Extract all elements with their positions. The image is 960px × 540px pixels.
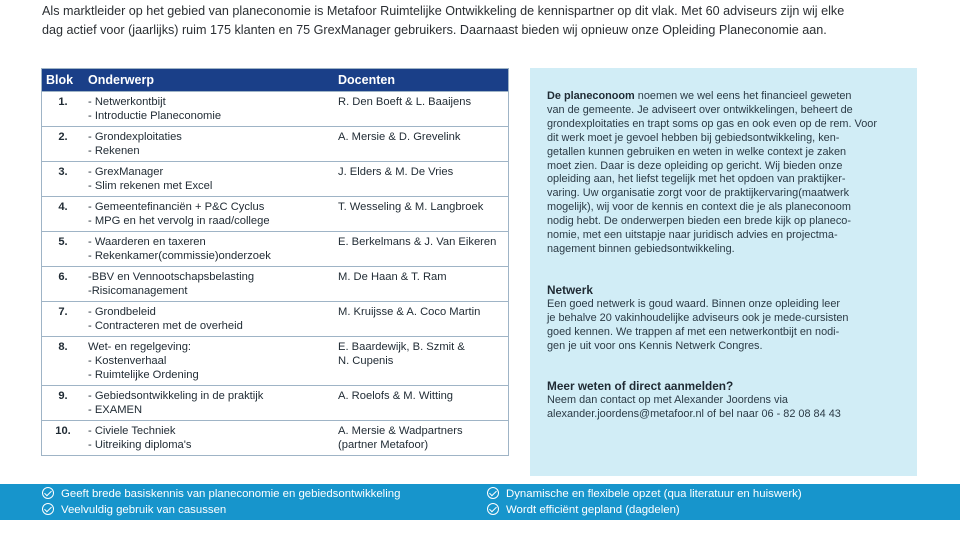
cell-onderwerp [84,91,334,126]
onderwerp-line: - Grondbeleid [88,305,156,318]
features-banner [0,484,960,520]
table-row [42,91,508,126]
check-circle-icon [42,487,54,499]
table-row [42,336,508,385]
meer-weten-line: Neem dan contact op met Alexander Joordens via [547,394,788,407]
planeconoom-line: grondexploitaties en trapt soms op gas en ook even op de rem. Voor [547,117,877,130]
onderwerp-line: - Gebiedsontwikkeling in de praktijk [88,389,264,402]
cell-docenten [334,301,508,336]
planeconoom-line: nagement binnen gebiedsontwikkeling. [547,242,735,255]
table-row [42,420,508,455]
table-row [42,231,508,266]
onderwerp-line: - Rekenen [88,144,140,157]
docent-line: E. Berkelmans & J. Van Eikeren [338,235,497,248]
onderwerp-line: - Uitreiking diploma's [88,438,192,451]
cell-docenten [334,420,508,455]
feature-text: Geeft brede basiskennis van planeconomie en gebiedsontwikkeling [61,488,401,500]
docent-line: A. Mersie & D. Grevelink [338,130,461,143]
cell-blok: 4. [58,200,68,213]
meer-weten-title: Meer weten of direct aanmelden? [547,379,734,394]
onderwerp-line: - GrexManager [88,165,164,178]
cell-docenten [334,161,508,196]
feature-item [487,503,680,518]
onderwerp-line: - Grondexploitaties [88,130,182,143]
planeconoom-lead: De planeconoom [547,90,635,102]
netwerk-line: je behalve 20 vakinhoudelijke adviseurs ook je mede-cursisten [547,311,849,324]
header-onderwerp: Onderwerp [88,72,154,87]
cell-onderwerp [84,385,334,420]
netwerk-line: gen je uit voor ons Kennis Netwerk Congres. [547,339,763,352]
table-body [42,91,508,455]
feature-item [42,487,400,502]
cell-docenten [334,336,508,385]
intro-text [42,2,922,40]
cell-blok: 6. [58,270,68,283]
planeconoom-line: nomie, met een uitstapje naar juridisch advies en projectma- [547,229,838,242]
cell-onderwerp [84,301,334,336]
onderwerp-line: - Introductie Planeconomie [88,109,222,122]
onderwerp-line: - Slim rekenen met Excel [88,179,213,192]
table-row [42,196,508,231]
intro-line: dag actief voor (jaarlijks) ruim 175 klanten en 75 GrexManager gebruikers. Daarnaast bieden wij opnieuw onze Opleiding Planeconomie aan. [42,23,827,37]
onderwerp-line: Wet- en regelgeving: [88,340,192,353]
onderwerp-line: - Gemeentefinanciën + P&C Cyclus [88,200,265,213]
cell-blok: 1. [58,95,68,108]
docent-line: N. Cupenis [338,354,394,367]
cell-onderwerp [84,420,334,455]
meer-weten-section [547,380,899,422]
cell-blok: 2. [58,130,68,143]
onderwerp-line: -Risicomanagement [88,284,188,297]
header-docenten: Docenten [338,72,395,87]
feature-text: Dynamische en flexibele opzet (qua literatuur en huiswerk) [506,488,802,500]
feature-item [487,487,802,502]
onderwerp-line: - Ruimtelijke Ordening [88,368,199,381]
onderwerp-line: - Netwerkontbijt [88,95,166,108]
cell-onderwerp [84,161,334,196]
cell-onderwerp [84,126,334,161]
onderwerp-line: - Rekenkamer(commissie)onderzoek [88,249,271,262]
feature-item [42,503,226,518]
cell-blok: 3. [58,165,68,178]
table-row [42,385,508,420]
intro-line: Als marktleider op het gebied van planeconomie is Metafoor Ruimtelijke Ontwikkeling de kennispartner op dit vlak. Met 60 adviseurs zijn wij elke [42,4,845,18]
onderwerp-line: - Civiele Techniek [88,424,176,437]
onderwerp-line: - EXAMEN [88,403,143,416]
planeconoom-line: getallen kunnen gebruiken en weten in welke context je zaken [547,145,847,158]
header-blok: Blok [46,72,74,87]
docent-line: T. Wesseling & M. Langbroek [338,200,484,213]
docent-line: M. Kruijsse & A. Coco Martin [338,305,481,318]
cell-blok: 9. [58,389,68,402]
schedule-table [41,68,509,456]
docent-line: J. Elders & M. De Vries [338,165,454,178]
cell-onderwerp [84,266,334,301]
cell-blok: 7. [58,305,68,318]
docent-line: E. Baardewijk, B. Szmit & [338,340,465,353]
cell-docenten [334,126,508,161]
docent-line: R. Den Boeft & L. Baaijens [338,95,472,108]
planeconoom-line: dit werk moet je gevoel hebben bij gebiedsontwikkeling, ken- [547,131,840,144]
cell-blok: 8. [58,340,68,353]
planeconoom-line: opleiding aan, het liefst tegelijk met het opdoen van praktijker- [547,173,846,186]
cell-onderwerp [84,196,334,231]
feature-text: Wordt efficiënt gepland (dagdelen) [506,504,680,516]
docent-line: M. De Haan & T. Ram [338,270,447,283]
cell-onderwerp [84,231,334,266]
cell-docenten [334,91,508,126]
table-row [42,266,508,301]
table-row [42,301,508,336]
netwerk-line: Een goed netwerk is goud waard. Binnen onze opleiding leer [547,297,841,310]
cell-docenten [334,196,508,231]
feature-text: Veelvuldig gebruik van casussen [61,504,227,516]
cell-onderwerp [84,336,334,385]
planeconoom-line: mogelijk), wij voor de kennis en context die je als planeconoom [547,201,851,214]
planeconoom-line: varing. Uw organisatie zorgt voor de praktijkervaring(maatwerk [547,187,850,200]
netwerk-line: goed kennen. We trappen af met een netwerkontbijt en nodi- [547,325,840,338]
netwerk-section [547,284,899,354]
netwerk-title: Netwerk [547,282,593,297]
cell-docenten [334,231,508,266]
planeconoom-line: van de gemeente. Je adviseert over ontwikkelingen, beheert de [547,103,853,116]
info-panel [530,68,917,476]
onderwerp-line: - MPG en het vervolg in raad/college [88,214,270,227]
cell-blok: 10. [55,424,71,437]
onderwerp-line: -BBV en Vennootschapsbelasting [88,270,255,283]
planeconoom-paragraph [547,90,899,257]
onderwerp-line: - Waarderen en taxeren [88,235,206,248]
cell-blok: 5. [58,235,68,248]
planeconoom-line: noemen we wel eens het financieel geweten [634,90,852,102]
onderwerp-line: - Contracteren met de overheid [88,319,243,332]
docent-line: A. Mersie & Wadpartners [338,424,463,437]
onderwerp-line: - Kostenverhaal [88,354,167,367]
meer-weten-line: alexander.joordens@metafoor.nl of bel naar 06 - 82 08 84 43 [547,408,841,421]
planeconoom-line: moet zien. Daar is deze opleiding op gericht. Wij bieden onze [547,159,843,172]
cell-docenten [334,266,508,301]
cell-docenten [334,385,508,420]
docent-line: (partner Metafoor) [338,438,429,451]
check-circle-icon [487,503,499,515]
table-header-row [42,69,508,91]
check-circle-icon [42,503,54,515]
table-row [42,161,508,196]
docent-line: A. Roelofs & M. Witting [338,389,454,402]
table-row [42,126,508,161]
planeconoom-line: nodig hebt. De onderwerpen bieden een brede kijk op planeco- [547,215,851,228]
check-circle-icon [487,487,499,499]
